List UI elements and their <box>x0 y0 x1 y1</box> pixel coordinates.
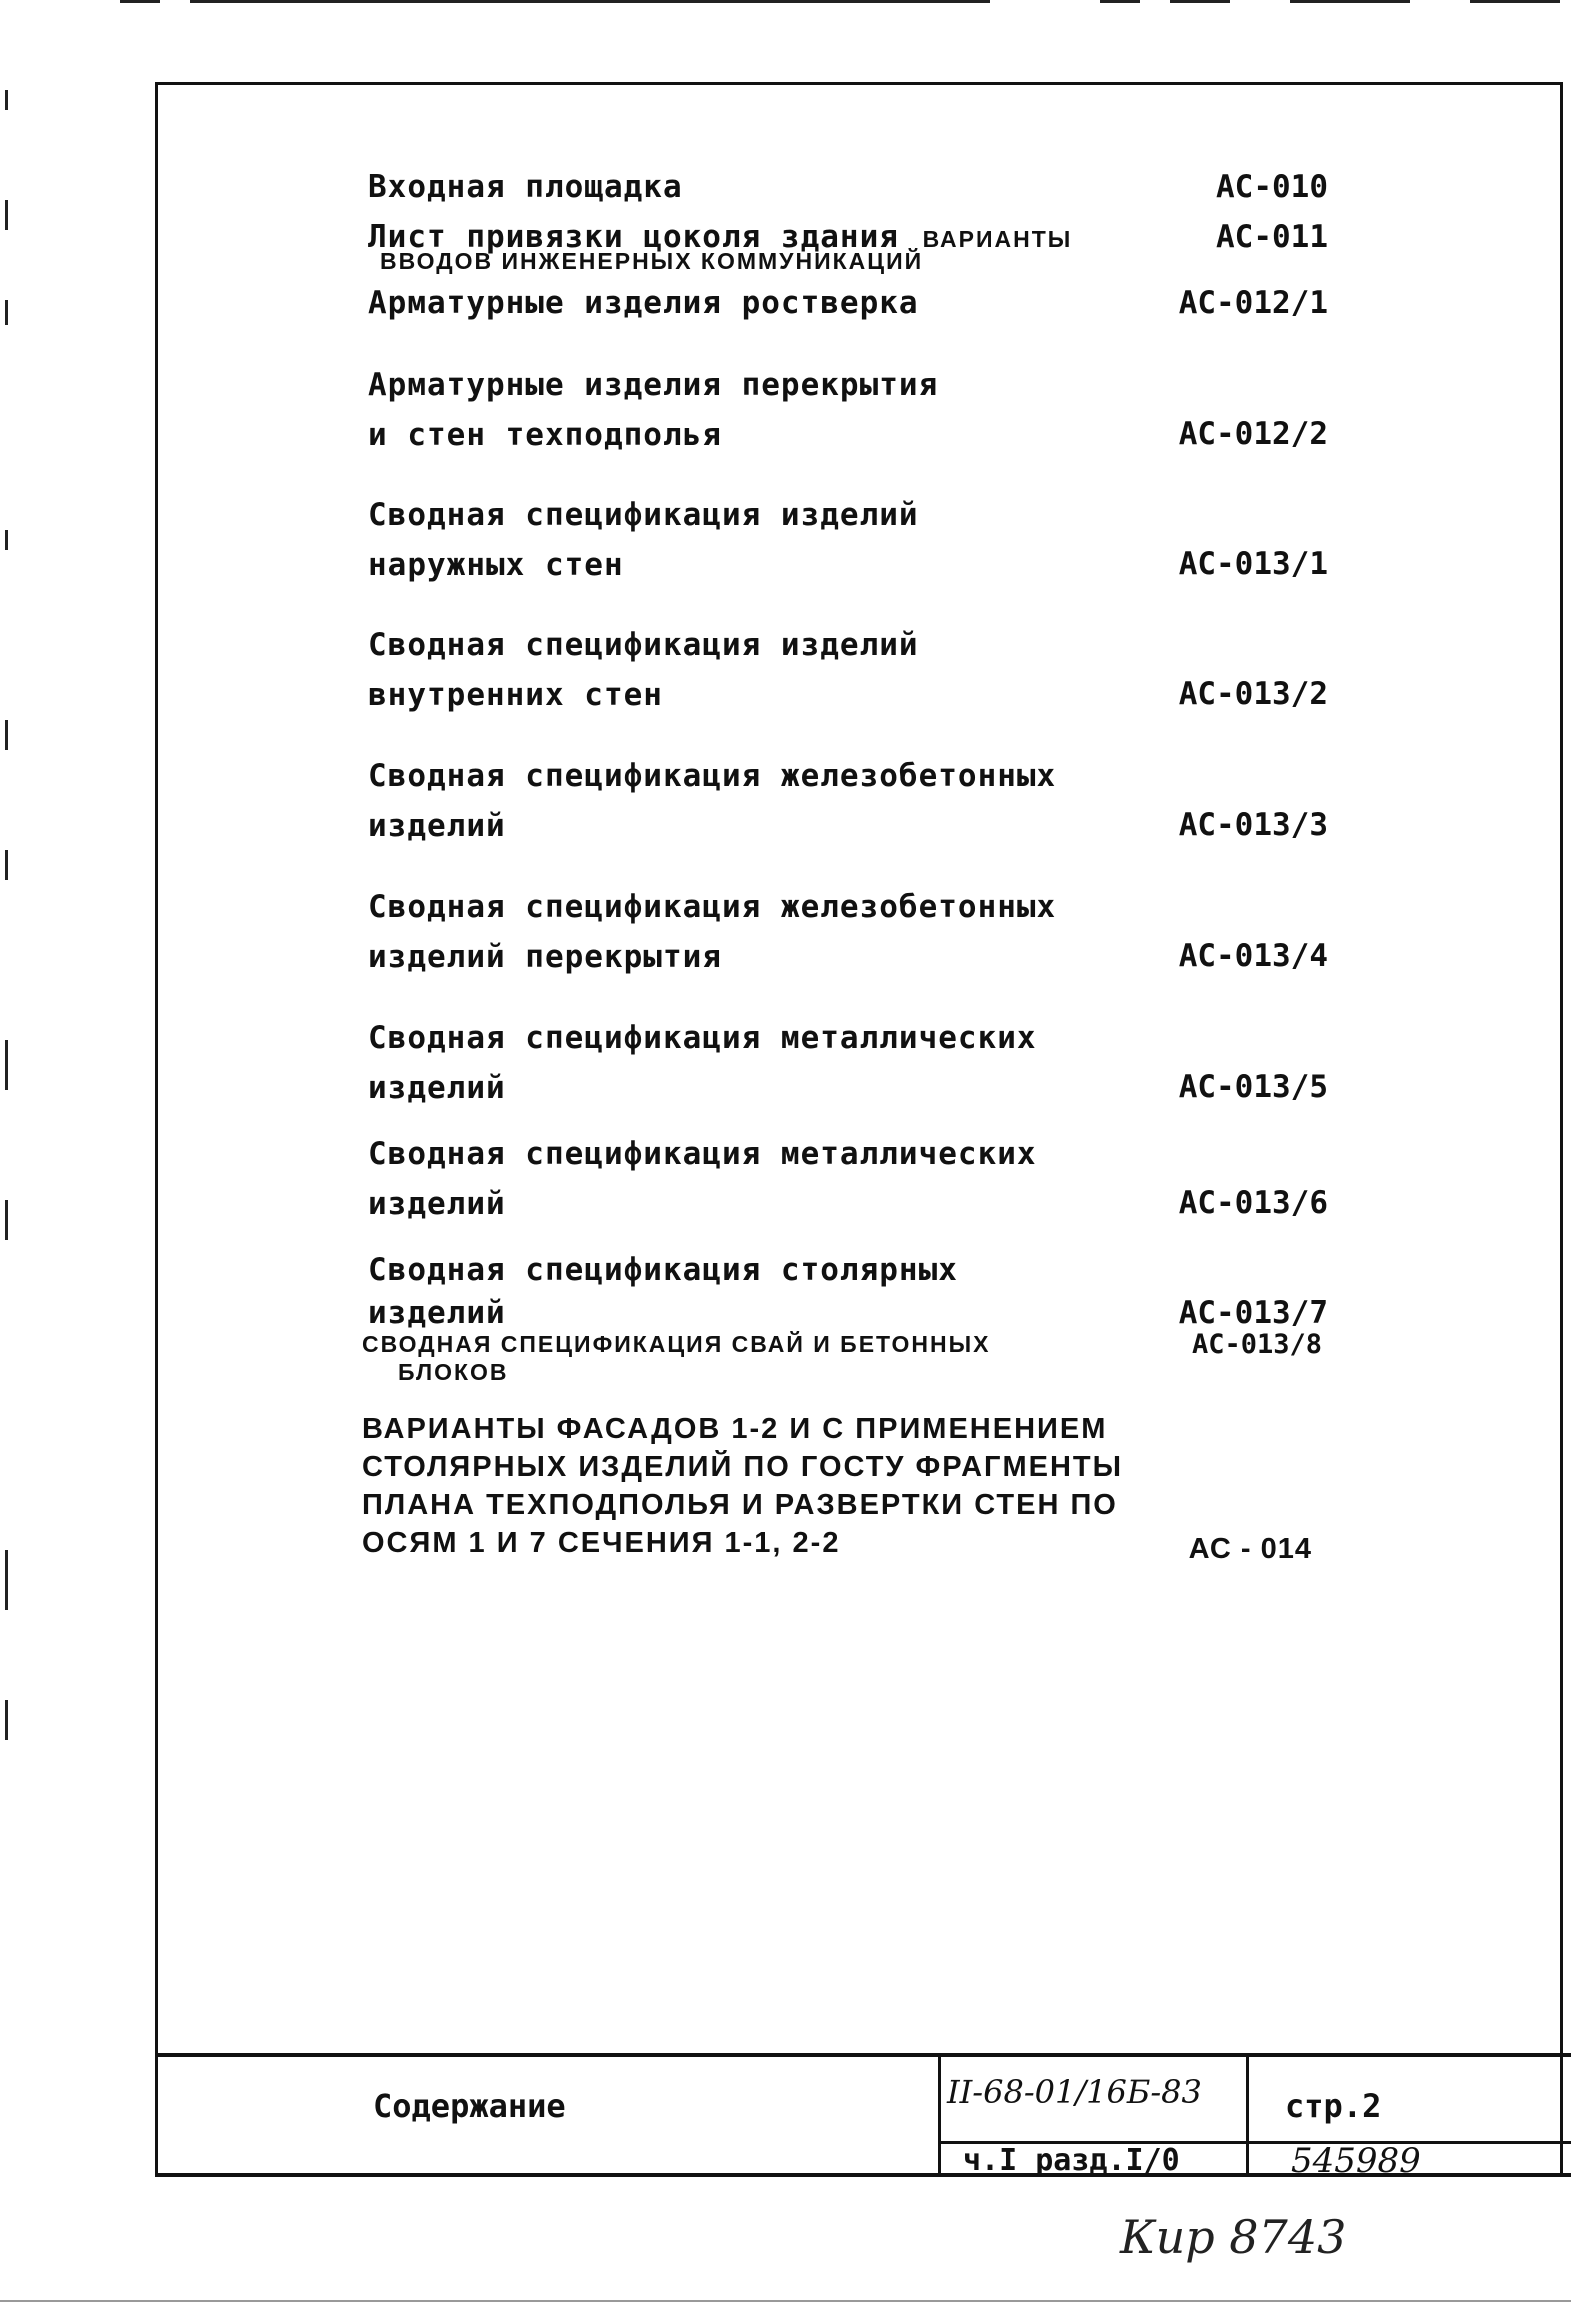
entry-code: АС-013/8 <box>1191 1329 1322 1360</box>
contents-entry <box>368 620 1328 720</box>
entry-title-line1: Сводная спецификация изделий <box>368 497 919 533</box>
margin-mark <box>5 850 8 880</box>
facades-code: АС - 014 <box>1188 1533 1312 1565</box>
facades-line: ОСЯМ 1 И 7 СЕЧЕНИЯ 1-1, 2-2 <box>362 1527 841 1559</box>
entry-title-line1: Сводная спецификация изделий <box>368 627 919 663</box>
scan-line <box>120 0 160 3</box>
entry-title-line1: Сводная спецификация металлических <box>368 1020 1037 1056</box>
footer-note: Кир 8743 <box>1120 2210 1347 2264</box>
margin-mark <box>5 200 8 230</box>
facades-line: ПЛАНА ТЕХПОДПОЛЬЯ И РАЗВЕРТКИ СТЕН ПО <box>362 1489 1118 1521</box>
entry-title-line2: внутренних стен <box>368 677 663 713</box>
entry-code: АС-013/2 <box>1178 676 1328 712</box>
margin-mark <box>5 1200 8 1240</box>
stamp-divider <box>938 2057 941 2173</box>
contents-entry <box>368 1245 1328 1331</box>
stamp-divider <box>1246 2057 1249 2173</box>
margin-mark <box>5 90 8 110</box>
entry-title-line2: изделий <box>368 1186 506 1222</box>
entry-title-line1: Сводная спецификация железобетонных <box>368 889 1057 925</box>
scan-line <box>1100 0 1140 3</box>
margin-mark <box>5 1700 8 1740</box>
entry-code: АС-011 <box>1216 219 1328 255</box>
contents-entry <box>368 162 1328 212</box>
stamp-inventory: 545989 <box>1291 2141 1421 2181</box>
entry-note: ВВОДОВ ИНЖЕНЕРНЫХ КОММУНИКАЦИЙ <box>380 248 924 274</box>
margin-mark <box>5 720 8 750</box>
scan-line <box>1470 0 1560 3</box>
margin-mark <box>5 1040 8 1090</box>
contents-entry <box>368 212 1328 288</box>
margin-mark <box>5 530 8 550</box>
margin-mark <box>5 1550 8 1610</box>
facades-line: СТОЛЯРНЫХ ИЗДЕЛИЙ ПО ГОСТУ ФРАГМЕНТЫ <box>362 1451 1124 1483</box>
stamp-part: ч.I разд.I/0 <box>963 2143 1180 2178</box>
entry-title-line1: Сводная спецификация столярных <box>368 1252 958 1288</box>
entry-code: АС-013/1 <box>1178 546 1328 582</box>
entry-code: АС-010 <box>1216 169 1328 205</box>
stamp-doc-number: II-68-01/16Б-83 <box>947 2073 1202 2111</box>
contents-entry <box>368 278 1328 328</box>
scan-line <box>1290 0 1410 3</box>
entry-code: АС-012/1 <box>1178 285 1328 321</box>
entry-title: Арматурные изделия ростверка <box>368 285 919 321</box>
contents-entry <box>368 751 1328 851</box>
entry-title-line2: изделий <box>368 808 506 844</box>
entry-code: АС-013/7 <box>1178 1295 1328 1331</box>
entry-title-line1: Арматурные изделия перекрытия <box>368 367 939 403</box>
scan-line <box>1170 0 1230 3</box>
entry-title-line2: изделий <box>368 1070 506 1106</box>
contents-entry <box>368 1013 1328 1113</box>
contents-entry <box>368 882 1328 982</box>
stamp-page: стр.2 <box>1285 2087 1382 2125</box>
entry-note-inline: ВАРИАНТЫ <box>922 226 1073 252</box>
entry-title-line1: Сводная спецификация железобетонных <box>368 758 1057 794</box>
entry-title-line1: СВОДНАЯ СПЕЦИФИКАЦИЯ СВАЙ И БЕТОННЫХ <box>362 1331 991 1357</box>
entry-code: АС-012/2 <box>1178 416 1328 452</box>
entry-title-line2: БЛОКОВ <box>398 1359 509 1385</box>
entry-code: АС-013/4 <box>1178 938 1328 974</box>
scan-line <box>190 0 990 3</box>
stamp-title: Содержание <box>373 2087 566 2125</box>
entry-title-line2: изделий перекрытия <box>368 939 722 975</box>
entry-title-line1: Сводная спецификация металлических <box>368 1136 1037 1172</box>
contents-entry <box>362 1330 1322 1392</box>
title-block <box>155 2053 1571 2181</box>
margin-mark <box>5 300 8 325</box>
entry-code: АС-013/5 <box>1178 1069 1328 1105</box>
scan-line <box>0 2300 1571 2302</box>
entry-title-line2: изделий <box>368 1295 506 1331</box>
entry-title: Входная площадка <box>368 169 683 205</box>
facades-entry <box>362 1410 1342 1570</box>
entry-code: АС-013/3 <box>1178 807 1328 843</box>
entry-title-text: Лист привязки цоколя здания <box>368 219 899 255</box>
entry-code: АС-013/6 <box>1178 1185 1328 1221</box>
entry-title-line2: наружных стен <box>368 547 624 583</box>
entry-title-line2: и стен техподполья <box>368 417 722 453</box>
facades-line: ВАРИАНТЫ ФАСАДОВ 1-2 И С ПРИМЕНЕНИЕМ <box>362 1413 1108 1445</box>
contents-entry <box>368 490 1328 590</box>
contents-entry <box>368 1129 1328 1229</box>
contents-entry <box>368 360 1328 460</box>
